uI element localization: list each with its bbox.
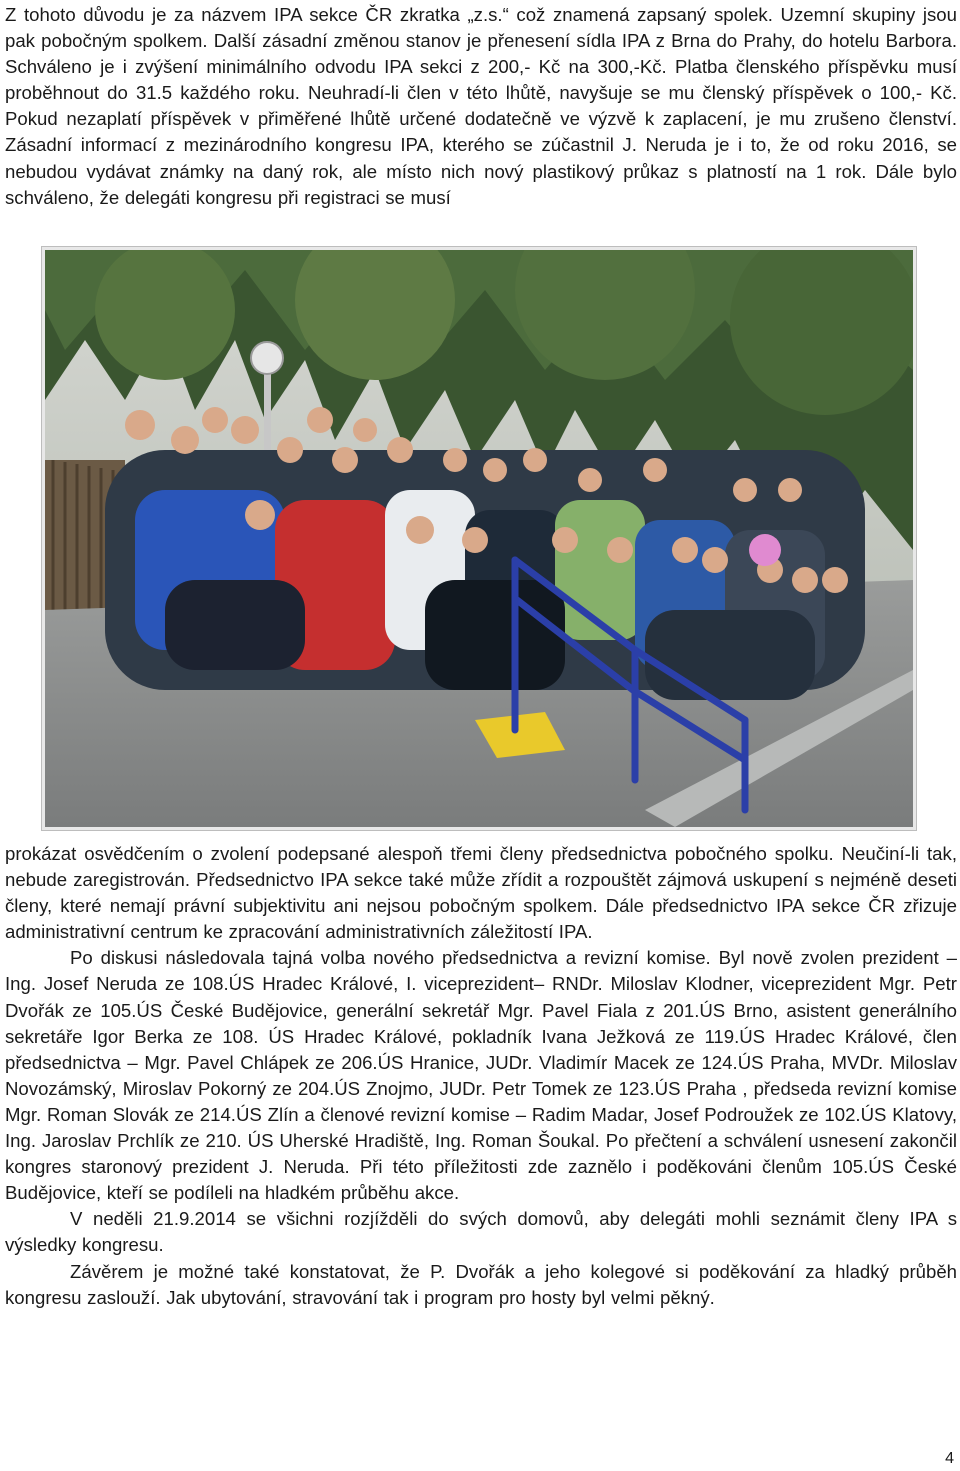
paragraph-statutes: Z tohoto důvodu je za názvem IPA sekce ČR zkratka „z.s.“ což znamená zapsaný spolek. Uzemní skupiny jsou pak pobočným spolkem. Další zásadní změnou stanov je přenesení sídla IPA z Brna do Prahy, do hotelu Barbora. Schváleno je i zvýšení minimálního odvodu IPA sekci z 200,- Kč na 300,-Kč. Platba členského příspěvku musí proběhnout do 31.5 každého roku. Neuhradí-li člen v této lhůtě, navyšuje se mu členský příspěvek o 100,- Kč. Pokud nezaplatí příspěvek v přiměřené lhůtě určené dodatečně ve výzvě k zaplacení, je mu zrušeno členství. Zásadní informací z mezinárodního kongresu IPA, kterého se zúčastnil J. Neruda je i to, že od roku 2016, se nebudou vydávat známky na daný rok, ale místo nich nový plastikový průkaz s platností na 1 rok. Dále bylo schváleno, že delegáti kongresu při registraci se musí [5,4,957,208]
page-number: 4 [945,1450,954,1467]
group-photo-image [45,250,913,827]
paragraph-registration: prokázat osvědčením o zvolení podepsané alespoň třemi členy předsednictva pobočného spolku. Neučiní-li tak, nebude zaregistrován. Předsednictvo IPA sekce také může zřídit a rozpouštět zájmová uskupení s nejméně deseti členy, které nemají právní subjektivitu ani nejsou pobočným spolkem. Dále předsednictvo IPA sekce ČR zřizuje administrativní centrum ke zpracování administrativních záležitostí IPA. [5,843,957,943]
crowd-of-people [105,407,865,700]
top-text-block [5,2,957,211]
pink-hair [749,534,781,566]
group-photo [42,247,916,830]
paragraph-conclusion: Závěrem je možné také konstatovat, že P. Dvořák a jeho kolegové si poděkování za hladký průběh kongresu zaslouží. Jak ubytování, stravování tak i program pro hosty byl velmi pěkný. [5,1260,957,1308]
paragraph-election: Po diskusi následovala tajná volba nového předsednictva a revizní komise. Byl nově zvolen prezident – Ing. Josef Neruda ze 108.ÚS Hradec Králové, I. viceprezident– RNDr. Miloslav Klodner, viceprezident Mgr. Petr Dvořák ze 105.ÚS České Budějovice, generální sekretář Mgr. Pavel Fiala z 201.ÚS Brno, asistent generálního sekretáře Igor Berka ze 108. ÚS Hradec Králové, pokladník Ivana Ježková ze 119.ÚS Hradec Králové, člen předsednictva – Mgr. Pavel Chlápek ze 206.ÚS Hranice, JUDr. Vladimír Macek ze 124.ÚS Praha, MVDr. Miloslav Novozámský, Miroslav Pokorný ze 204.ÚS Znojmo, JUDr. Petr Tomek ze 123.ÚS Praha , předseda revizní komise Mgr. Roman Slovák ze 214.ÚS Zlín a členové revizní komise – Radim Madar, Josef Podroužek ze 102.ÚS Klatovy, Ing. Jaroslav Prchlík ze 210. ÚS Uherské Hradiště, Ing. Roman Šoukal. Po přečtení a schválení usnesení zakončil kongres staronový prezident J. Neruda. Při této příležitosti zde zaznělo i poděkováni členům 105.ÚS České Budějovice, kteří se podíleli na hladkém průběhu akce. [5,947,957,1204]
bottom-text-block [5,841,957,1311]
paragraph-sunday: V neděli 21.9.2014 se všichni rozjížděli do svých domovů, aby delegáti mohli seznámit členy IPA s výsledky kongresu. [5,1208,957,1256]
